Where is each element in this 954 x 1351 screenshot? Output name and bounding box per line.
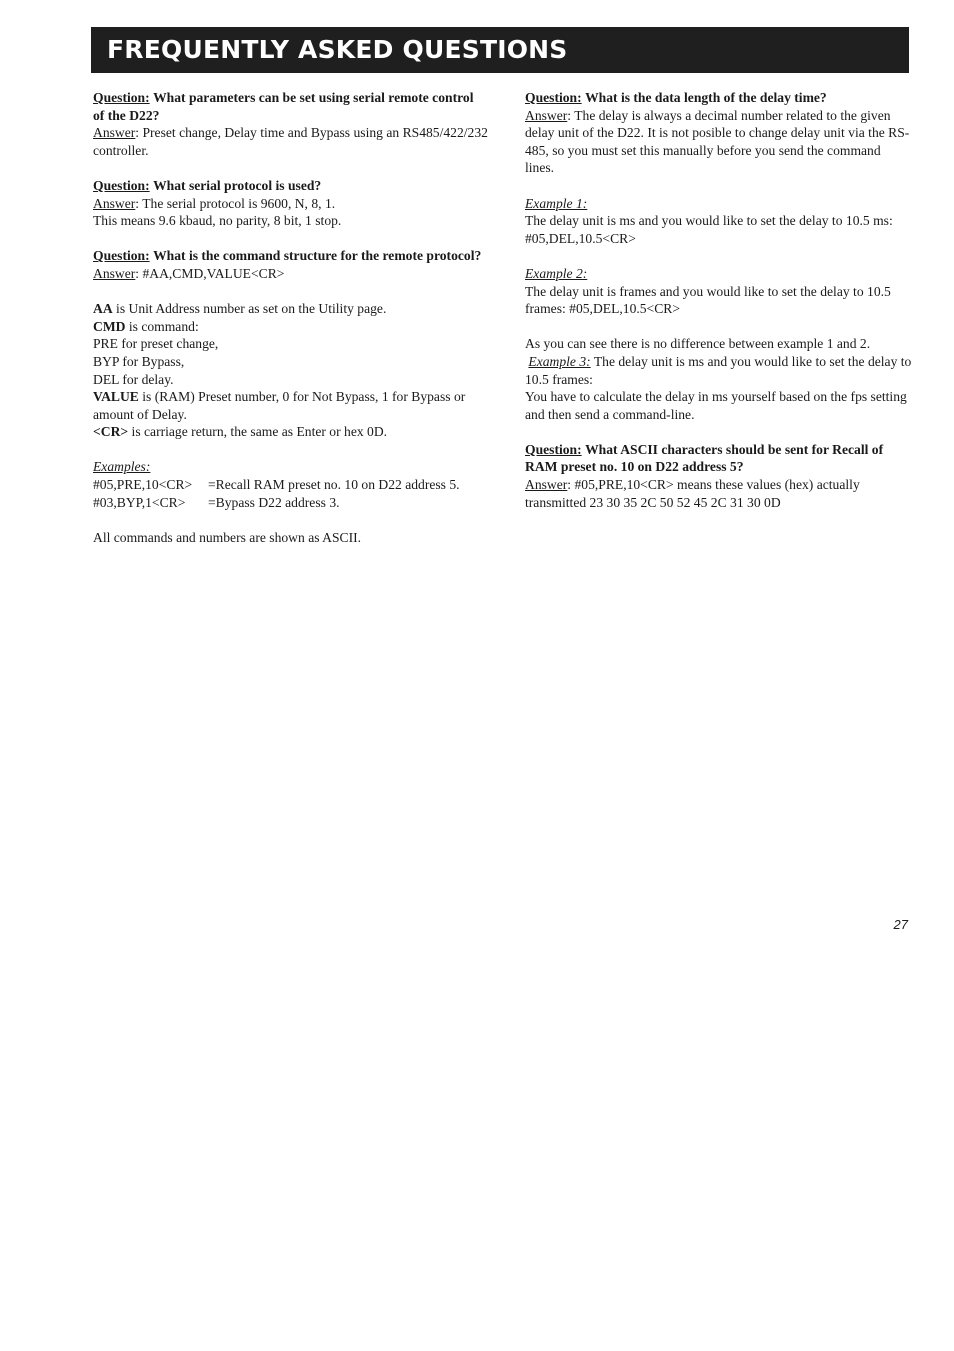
definition-value [93,388,488,423]
left-column [93,89,488,546]
question-line [525,441,913,476]
answer-line [525,107,913,177]
answer-text: : The serial protocol is 9600, N, 8, 1. [135,195,336,211]
definition-text: is command: [125,318,199,334]
example-command: #03,BYP,1<CR> [93,494,186,510]
definition-aa [93,300,488,318]
definition-text: is carriage return, the same as Enter or hex 0D. [128,424,388,440]
example-3-block [525,335,913,423]
answer-line [93,265,488,283]
example-3-note: You have to calculate the delay in ms yourself based on the fps setting and then send a command-line. [525,389,907,422]
question-line [93,89,488,124]
answer-line [525,476,913,511]
faq-item-protocol [93,177,488,230]
question-text: What parameters can be set using serial remote control of the D22? [93,90,474,123]
example-text: The delay unit is frames and you would like to set the delay to 10.5 frames: #05,DEL,10.5<CR> [525,283,891,317]
command-pre: PRE for preset change, [93,336,219,352]
question-label: Question: [525,441,582,457]
definition-cmd [93,318,488,336]
faq-item-command-structure [93,247,488,282]
example-command: #05,PRE,10<CR> [93,477,193,493]
command-byp: BYP for Bypass, [93,353,185,369]
answer-text-line2: This means 9.6 kbaud, no parity, 8 bit, 1 stop. [93,213,342,229]
faq-item-delay-length [525,89,913,177]
question-label: Question: [93,248,150,264]
answer-label: Answer [525,107,568,123]
definition-term: AA [93,301,113,317]
definition-term: CMD [93,318,126,334]
question-text: What ASCII characters should be sent for Recall of RAM preset no. 10 on D22 address 5? [525,441,884,475]
answer-text: : #AA,CMD,VALUE<CR> [135,265,285,281]
example-description: =Bypass D22 address 3. [208,494,340,510]
command-definitions [93,300,488,441]
examples-block [93,458,488,511]
page-header-bar [91,27,909,73]
definition-cr [93,423,488,441]
example-heading: Example 1: [525,195,588,211]
example-2 [525,265,913,318]
question-label: Question: [93,177,150,193]
answer-label: Answer [93,265,136,281]
answer-text: : #05,PRE,10<CR> means these values (hex) actually transmitted 23 30 35 2C 50 52 45 2C 31 30 0D [525,477,860,510]
definition-term: <CR> [93,424,129,440]
question-text: What serial protocol is used? [153,177,322,193]
question-text: What is the command structure for the remote protocol? [153,248,482,264]
definition-text: is (RAM) Preset number, 0 for Not Bypass, 1 for Bypass or amount of Delay. [93,389,466,422]
answer-label: Answer [525,477,568,493]
question-line [93,247,488,265]
definition-text: is Unit Address number as set on the Utility page. [112,301,387,317]
question-text: What is the data length of the delay time? [585,90,827,105]
answer-text: : The delay is always a decimal number related to the given delay unit of the D22. It is not posible to change delay unit via the RS-485, so you must set this manually before you send the command lines. [525,107,910,176]
faq-item-parameters [93,89,488,159]
definition-term: VALUE [93,389,139,405]
example-row [93,476,488,494]
example-description: =Recall RAM preset no. 10 on D22 address 5. [208,477,460,493]
ascii-note: All commands and numbers are shown as ASCII. [93,529,362,545]
answer-line [93,124,488,159]
answer-text: : Preset change, Delay time and Bypass using an RS485/422/232 controller. [93,125,488,158]
example-row [93,494,488,512]
example-1 [525,195,913,248]
answer-label: Answer [93,125,136,141]
right-column [525,89,913,511]
answer-line [93,195,488,213]
examples-heading: Examples: [93,459,151,475]
question-label: Question: [525,90,582,105]
example-heading: Example 3: [528,353,591,369]
command-del: DEL for delay. [93,371,174,387]
answer-label: Answer [93,195,136,211]
page-number: 27 [893,917,908,932]
question-line [525,89,913,107]
example-text: The delay unit is ms and you would like to set the delay to 10.5 ms: #05,DEL,10.5<CR> [525,213,893,246]
example-3-line [525,353,913,388]
page-title: FREQUENTLY ASKED QUESTIONS [107,35,568,64]
example-heading: Example 2: [525,265,588,281]
faq-item-ascii-characters [525,441,913,511]
example-text: The delay unit is ms and you would like to set the delay to 10.5 frames: [525,353,912,387]
question-label: Question: [93,90,150,105]
question-line [93,177,488,195]
comparison-text: As you can see there is no difference between example 1 and 2. [525,336,871,352]
